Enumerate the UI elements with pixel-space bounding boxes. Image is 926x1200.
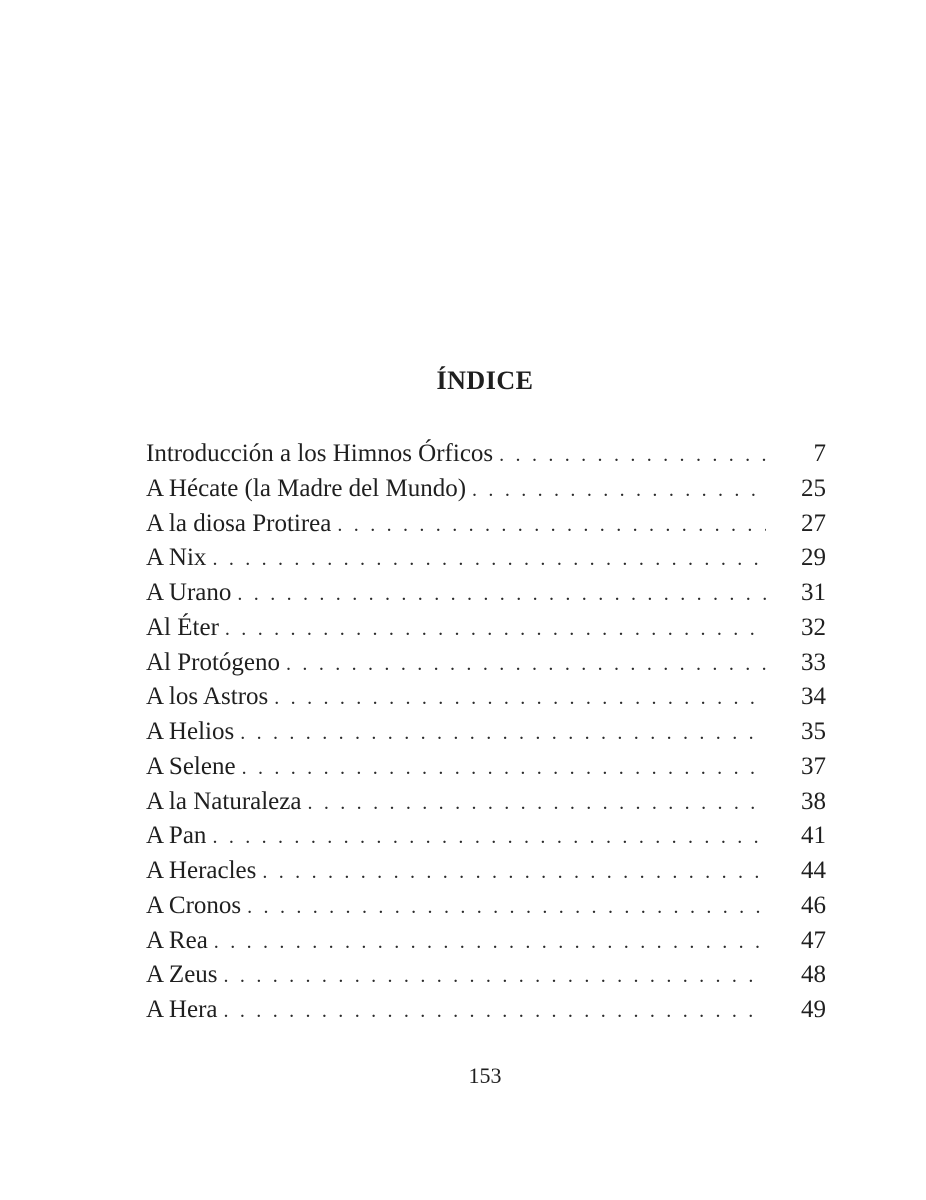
toc-entry-title: A Cronos [146, 891, 242, 919]
toc-entry-title: A los Astros [146, 683, 269, 711]
toc-entry [146, 889, 826, 924]
dot-leader [242, 751, 766, 786]
dot-leader [472, 473, 766, 508]
toc-entry [146, 993, 826, 1028]
toc-entry-title: A Hécate (la Madre del Mundo) [146, 474, 467, 502]
toc-entry-page: 46 [801, 891, 826, 919]
dot-leader [237, 577, 766, 612]
toc-entry [146, 680, 826, 715]
toc-entry-page: 47 [801, 926, 826, 954]
toc-entry-page: 33 [801, 648, 826, 676]
dot-leader [307, 786, 766, 821]
toc-entry-title: A Zeus [146, 961, 218, 989]
toc-entry-page: 49 [801, 996, 826, 1023]
toc-entry-title: A Rea [146, 926, 208, 954]
dot-leader [286, 647, 766, 682]
toc-entry [146, 819, 826, 854]
dot-leader [225, 612, 766, 647]
toc-entry-page: 31 [801, 579, 826, 606]
toc-entry [146, 924, 826, 959]
toc-entry [146, 646, 826, 681]
dot-leader [247, 890, 766, 925]
toc-entry-title: A Heracles [146, 857, 257, 884]
toc-entry [146, 750, 826, 785]
toc-entry-page: 34 [801, 683, 826, 711]
toc-entry [146, 576, 826, 611]
toc-entry-title: Introducción a los Himnos Órficos [146, 440, 494, 467]
toc-entry-title: A Urano [146, 579, 232, 606]
toc-entry-page: 41 [801, 822, 826, 850]
toc-entry-title: A la Naturaleza [146, 787, 302, 815]
dot-leader [224, 959, 766, 994]
dot-leader [274, 681, 766, 716]
toc-entry [146, 472, 826, 507]
toc-entry-title: Al Protógeno [146, 648, 281, 676]
toc-entry [146, 507, 826, 542]
toc-entry-page: 25 [801, 474, 826, 502]
page-number: 153 [468, 1063, 502, 1088]
toc-entry [146, 785, 826, 820]
toc-entry [146, 611, 826, 646]
toc-entry [146, 541, 826, 576]
toc-entry-title: A Hera [146, 996, 218, 1023]
toc-entry-page: 37 [801, 752, 826, 780]
toc-entry-page: 7 [813, 440, 826, 467]
toc-entry [146, 958, 826, 993]
toc-entry-title: A Pan [146, 822, 207, 850]
dot-leader [337, 508, 766, 543]
toc-entry-title: A Nix [146, 544, 207, 572]
toc-entry-title: Al Éter [146, 613, 219, 641]
dot-leader [214, 925, 766, 960]
dot-leader [499, 438, 766, 473]
toc-entry-page: 48 [801, 961, 826, 989]
toc-entry [146, 854, 826, 889]
toc-entry-page: 38 [801, 787, 826, 815]
toc-entry-title: A Selene [146, 752, 236, 780]
dot-leader [212, 542, 766, 577]
page-title: ÍNDICE [436, 366, 534, 395]
toc-entry-page: 27 [801, 509, 826, 537]
table-of-contents [146, 437, 826, 1028]
dot-leader [262, 855, 766, 890]
toc-entry-page: 35 [801, 718, 826, 745]
dot-leader [224, 994, 767, 1029]
toc-entry-page: 29 [801, 544, 826, 572]
dot-leader [240, 716, 766, 751]
toc-entry-title: A Helios [146, 718, 235, 745]
dot-leader [212, 820, 766, 855]
toc-entry-title: A la diosa Protirea [146, 509, 332, 537]
toc-entry-page: 44 [801, 857, 826, 884]
toc-entry [146, 715, 826, 750]
toc-entry-page: 32 [801, 613, 826, 641]
toc-entry [146, 437, 826, 472]
